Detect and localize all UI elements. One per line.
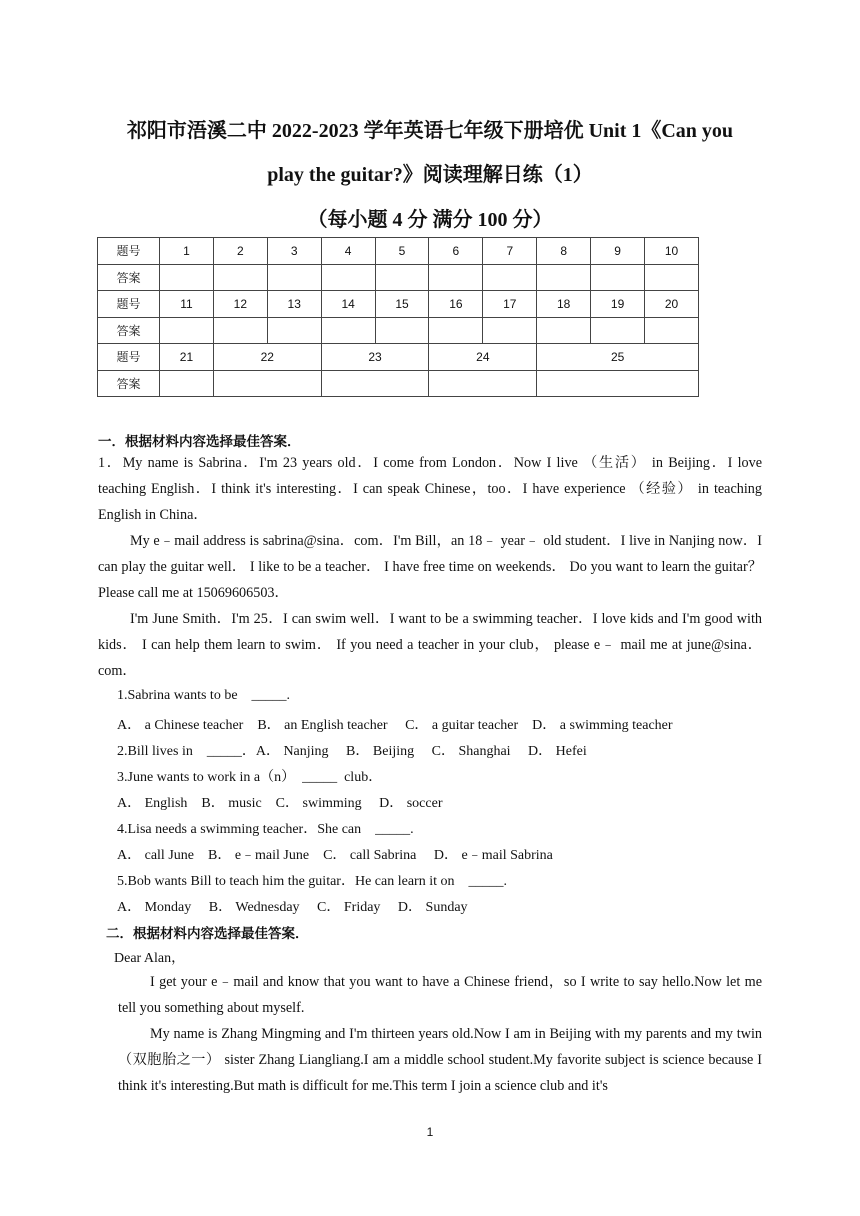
question-number: 13 — [267, 291, 321, 318]
answer-cell[interactable] — [321, 264, 375, 291]
question-5-options: A． Monday B． Wednesday C． Friday D． Sunday — [117, 900, 468, 915]
answer-cell[interactable] — [591, 264, 645, 291]
question-number: 15 — [375, 291, 429, 318]
answer-cell[interactable] — [591, 317, 645, 344]
question-2: 2.Bill lives in _____．A． Nanjing B． Beijing C． Shanghai D． Hefei — [117, 744, 587, 759]
question-number-label: 题号 — [98, 238, 160, 265]
question-number: 17 — [483, 291, 537, 318]
question-5: 5.Bob wants Bill to teach him the guitar．He can learn it on _____. — [117, 874, 507, 889]
answer-cell[interactable] — [160, 317, 214, 344]
question-number: 24 — [429, 344, 537, 371]
answer-cell[interactable] — [375, 317, 429, 344]
question-1: 1.Sabrina wants to be _____. — [117, 688, 291, 703]
question-3: 3.June wants to work in a（n） _____ club． — [117, 770, 383, 785]
question-number: 12 — [213, 291, 267, 318]
answer-row-3 — [98, 370, 699, 397]
question-number: 9 — [591, 238, 645, 265]
answer-cell[interactable] — [537, 317, 591, 344]
question-number: 19 — [591, 291, 645, 318]
passage-paragraph: My e﹣mail address is sabrina@sina．com．I'm Bill，an 18﹣ year﹣ old student．I live in Nanjing now．I can play the guitar well． I like to be a teacher． I have free time on weekends． Do you want to learn the guitar？Please call me at 15069606503． — [98, 533, 762, 601]
answer-cell[interactable] — [267, 264, 321, 291]
answer-cell[interactable] — [483, 317, 537, 344]
question-number: 20 — [645, 291, 699, 318]
answer-label: 答案 — [98, 370, 160, 397]
question-number: 2 — [213, 238, 267, 265]
answer-cell[interactable] — [429, 264, 483, 291]
question-number: 18 — [537, 291, 591, 318]
question-number: 8 — [537, 238, 591, 265]
answer-cell[interactable] — [213, 264, 267, 291]
answer-table — [97, 237, 699, 397]
question-number: 11 — [160, 291, 214, 318]
question-number: 1 — [160, 238, 214, 265]
answer-cell[interactable] — [213, 370, 321, 397]
answer-cell[interactable] — [537, 370, 699, 397]
answer-label: 答案 — [98, 317, 160, 344]
question-4-options: A． call June B． e﹣mail June C． call Sabrina D． e﹣mail Sabrina — [117, 848, 553, 863]
answer-cell[interactable] — [321, 370, 429, 397]
answer-cell[interactable] — [321, 317, 375, 344]
answer-cell[interactable] — [160, 370, 214, 397]
answer-cell[interactable] — [645, 317, 699, 344]
question-number: 23 — [321, 344, 429, 371]
question-number: 16 — [429, 291, 483, 318]
question-number: 21 — [160, 344, 214, 371]
passage-paragraph: 1．My name is Sabrina．I'm 23 years old．I come from London．Now I live （生活） in Beijing．I love teaching English．I think it's interesting．I can speak Chinese，too．I have experience （经验） in teaching English in China． — [98, 455, 762, 523]
question-1-options: A． a Chinese teacher B． an English teacher C． a guitar teacher D． a swimming teacher — [117, 718, 673, 733]
answer-cell[interactable] — [267, 317, 321, 344]
answer-cell[interactable] — [429, 370, 537, 397]
question-number: 6 — [429, 238, 483, 265]
section-2-heading: 二．根据材料内容选择最佳答案． — [106, 926, 309, 941]
question-number-row-1 — [98, 238, 699, 265]
question-number: 22 — [213, 344, 321, 371]
answer-cell[interactable] — [483, 264, 537, 291]
question-number: 4 — [321, 238, 375, 265]
document-title-line-2: play the guitar?》阅读理解日练（1） — [267, 164, 593, 186]
question-number-label: 题号 — [98, 291, 160, 318]
letter-greeting: Dear Alan， — [114, 951, 186, 966]
answer-cell[interactable] — [213, 317, 267, 344]
section-1-heading: 一．根据材料内容选择最佳答案． — [98, 434, 301, 449]
answer-cell[interactable] — [537, 264, 591, 291]
question-number: 3 — [267, 238, 321, 265]
question-number: 7 — [483, 238, 537, 265]
question-number-row-3 — [98, 344, 699, 371]
letter-paragraph: I get your e﹣mail and know that you want to have a Chinese friend，so I write to say hello.Now let me tell you something about myself. — [118, 974, 762, 1016]
score-note: （每小题 4 分 满分 100 分） — [307, 209, 553, 231]
answer-cell[interactable] — [429, 317, 483, 344]
question-4: 4.Lisa needs a swimming teacher．She can _____. — [117, 822, 414, 837]
question-3-options: A． English B． music C． swimming D． soccer — [117, 796, 443, 811]
question-number: 10 — [645, 238, 699, 265]
answer-cell[interactable] — [375, 264, 429, 291]
document-title-line-1: 祁阳市浯溪二中 2022-2023 学年英语七年级下册培优 Unit 1《Can you — [126, 120, 734, 142]
answer-label: 答案 — [98, 264, 160, 291]
letter-paragraph: My name is Zhang Mingming and I'm thirteen years old.Now I am in Beijing with my parents and my twin（双胞胎之一） sister Zhang Liangliang.I am a middle school student.My favorite subject is science because I think it's interesting.But math is difficult for me.This term I join a science club and it's — [118, 1026, 762, 1094]
answer-cell[interactable] — [160, 264, 214, 291]
question-number: 25 — [537, 344, 699, 371]
question-number: 14 — [321, 291, 375, 318]
answer-row-2 — [98, 317, 699, 344]
page-number: 1 — [426, 1125, 434, 1139]
answer-cell[interactable] — [645, 264, 699, 291]
question-number-label: 题号 — [98, 344, 160, 371]
question-number-row-2 — [98, 291, 699, 318]
question-number: 5 — [375, 238, 429, 265]
answer-row-1 — [98, 264, 699, 291]
passage-paragraph: I'm June Smith．I'm 25．I can swim well．I want to be a swimming teacher．I love kids and I'm good with kids． I can help them learn to swim． If you need a teacher in your club， please e﹣ mail me at june@sina．com． — [98, 611, 762, 679]
